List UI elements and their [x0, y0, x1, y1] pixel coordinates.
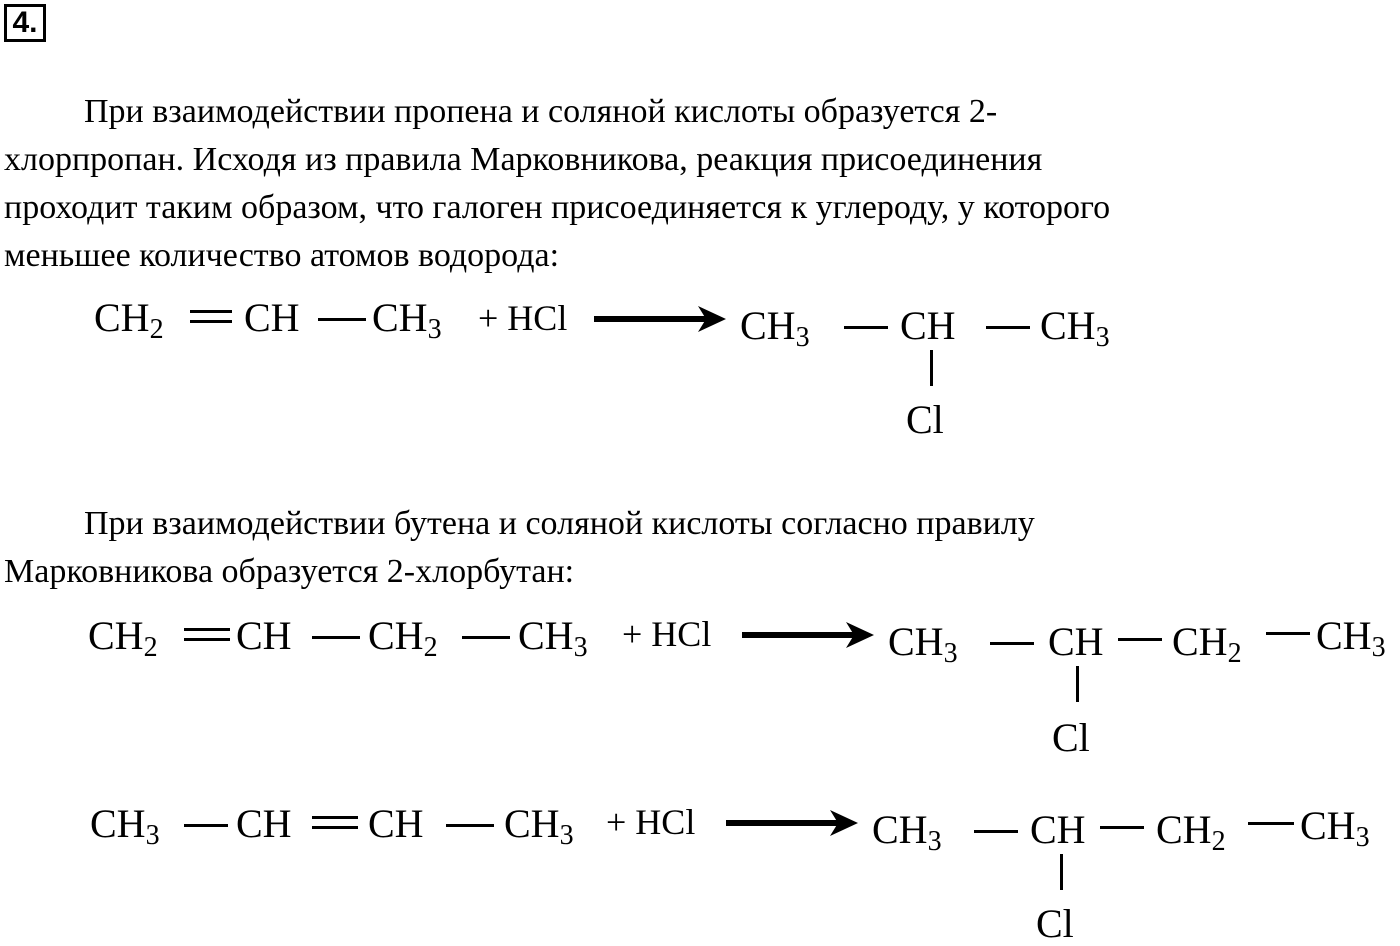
single-bond	[462, 636, 510, 639]
group-ch: CH	[236, 613, 292, 658]
group-ch: CH	[368, 801, 424, 846]
group-ch: CH	[900, 303, 956, 348]
group-ch3: $CH_3$	[1040, 303, 1110, 353]
reaction-arrow-icon	[742, 620, 874, 650]
paragraph-line: меньшее количество атомов водорода:	[4, 237, 560, 274]
group-ch3: $CH_3$	[504, 801, 574, 851]
paragraph-line: При взаимодействии бутена и соляной кислоты согласно правилу	[84, 505, 1035, 542]
paragraph-line: При взаимодействии пропена и соляной кислоты образуется 2-	[84, 93, 998, 130]
single-bond	[318, 318, 366, 321]
group-ch: CH	[244, 295, 300, 340]
vertical-bond	[1076, 666, 1079, 702]
reagent-hcl: + HCl	[478, 298, 568, 338]
group-ch3: $CH_3$	[90, 801, 160, 851]
paragraph-butene	[4, 500, 1394, 596]
group-ch2: $CH_2$	[1172, 619, 1242, 669]
group-cl: Cl	[906, 397, 944, 442]
group-ch3: $CH_3$	[872, 807, 942, 857]
paragraph-line: хлорпропан. Исходя из правила Марковникова, реакция присоединения	[4, 141, 1043, 178]
single-bond	[312, 636, 360, 639]
group-ch: CH	[1048, 619, 1104, 664]
double-bond	[184, 628, 230, 631]
group-ch3: $CH_3$	[518, 613, 588, 663]
group-ch2: $CH_2$	[1156, 807, 1226, 857]
reaction-arrow-icon	[594, 304, 726, 334]
double-bond	[190, 310, 232, 313]
vertical-bond	[1060, 854, 1063, 890]
reagent-hcl: + HCl	[606, 802, 696, 842]
single-bond	[1100, 826, 1144, 829]
paragraph-line: Марковникова образуется 2-хлорбутан:	[4, 553, 575, 590]
group-ch3: $CH_3$	[1316, 613, 1386, 663]
task-number: 4.	[4, 4, 46, 42]
single-bond	[1248, 822, 1294, 825]
double-bond	[312, 826, 358, 829]
vertical-bond	[930, 350, 933, 386]
single-bond	[974, 830, 1018, 833]
reaction-arrow-icon	[726, 808, 858, 838]
group-ch3: $CH_3$	[1300, 803, 1370, 853]
single-bond	[844, 326, 888, 329]
group-ch3: $CH_3$	[888, 619, 958, 669]
group-ch: CH	[236, 801, 292, 846]
single-bond	[990, 642, 1034, 645]
paragraph-line: проходит таким образом, что галоген присоединяется к углероду, у которого	[4, 189, 1111, 226]
double-bond	[184, 638, 230, 641]
group-ch3: $CH_3$	[372, 295, 442, 345]
group-ch2: $CH_2$	[368, 613, 438, 663]
group-ch: CH	[1030, 807, 1086, 852]
single-bond	[446, 824, 494, 827]
group-cl: Cl	[1036, 901, 1074, 946]
single-bond	[1118, 638, 1162, 641]
paragraph-propene	[4, 88, 1394, 280]
group-ch2: $CH_2$	[88, 613, 158, 663]
reagent-hcl: + HCl	[622, 614, 712, 654]
group-ch3: $CH_3$	[740, 303, 810, 353]
single-bond	[1266, 632, 1310, 635]
group-cl: Cl	[1052, 715, 1090, 760]
double-bond	[190, 320, 232, 323]
single-bond	[184, 824, 228, 827]
double-bond	[312, 816, 358, 819]
single-bond	[986, 326, 1030, 329]
group-ch2: $CH_2$	[94, 295, 164, 345]
